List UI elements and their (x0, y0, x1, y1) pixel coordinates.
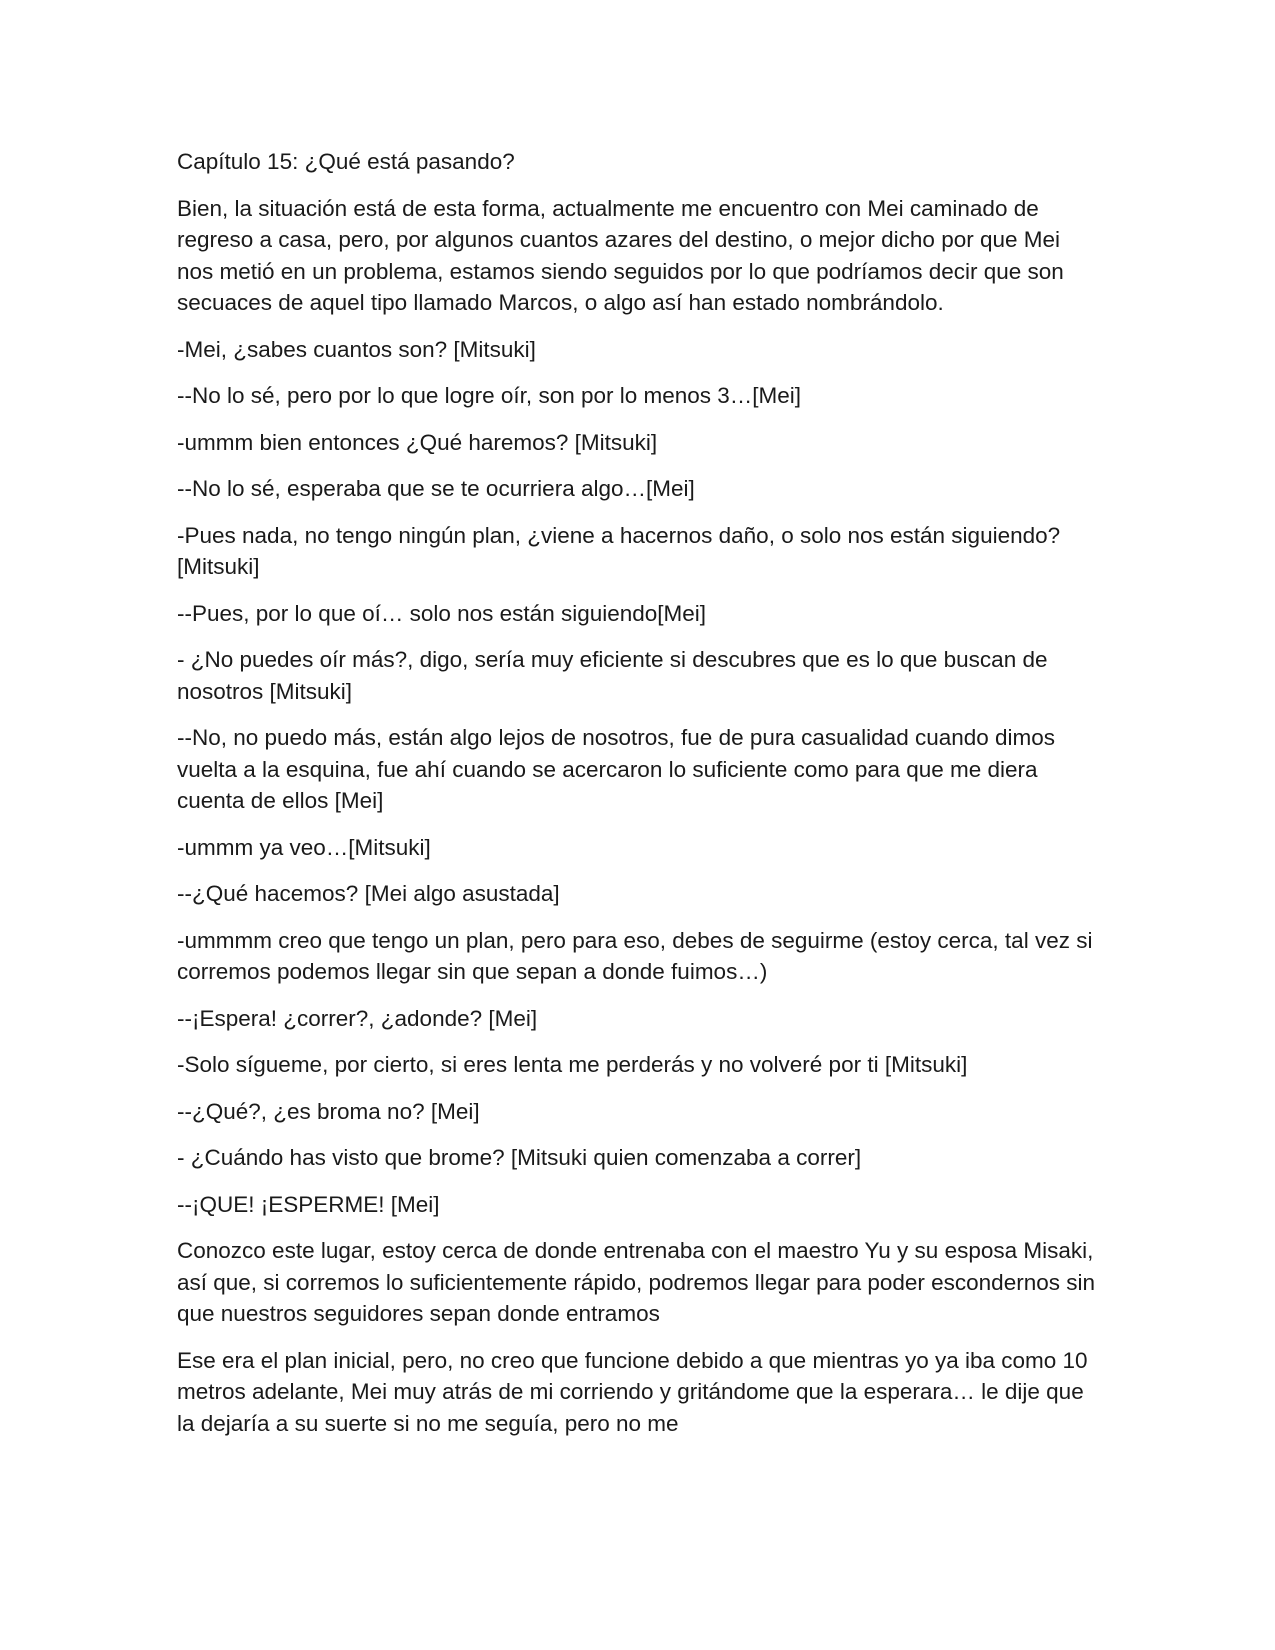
paragraph: Conozco este lugar, estoy cerca de donde entrenaba con el maestro Yu y su esposa Misaki, así que, si corremos lo suficientemente rápido, podremos llegar para poder escondernos sin que nuestros seguidores sepan donde entramos (177, 1238, 1095, 1326)
dialogue-line: --¿Qué hacemos? [Mei algo asustada] (177, 881, 560, 906)
dialogue-line: --¡Espera! ¿correr?, ¿adonde? [Mei] (177, 1005, 538, 1031)
dialogue-line: -Mei, ¿sabes cuantos son? [Mitsuki] (177, 336, 536, 362)
dialogue-line: -Solo sígueme, por cierto, si eres lenta me perderás y no volveré por ti [Mitsuki] (177, 1052, 968, 1077)
dialogue-line: -ummmm creo que tengo un plan, pero para eso, debes de seguirme (estoy cerca, tal vez si corremos podemos llegar sin que sepan a donde fuimos…) (177, 927, 1093, 984)
dialogue-line: -ummm ya veo…[Mitsuki] (177, 834, 431, 860)
chapter-title: Capítulo 15: ¿Qué está pasando? (177, 149, 515, 174)
document-body (177, 146, 1102, 1454)
dialogue-line: - ¿Cuándo has visto que brome? [Mitsuki quien comenzaba a correr] (177, 1145, 862, 1170)
paragraph: Ese era el plan inicial, pero, no creo que funcione debido a que mientras yo ya iba como 10 metros adelante, Mei muy atrás de mi corriendo y gritándome que la esperara… le dije que la dejaría a su suerte si no me seguía, pero no me (177, 1347, 1088, 1436)
dialogue-line: --No lo sé, esperaba que se te ocurriera algo…[Mei] (177, 476, 695, 501)
dialogue-line: --No lo sé, pero por lo que logre oír, son por lo menos 3…[Mei] (177, 383, 802, 408)
dialogue-line: -ummm bien entonces ¿Qué haremos? [Mitsuki] (177, 429, 658, 455)
dialogue-line: --¿Qué?, ¿es broma no? [Mei] (177, 1098, 480, 1124)
dialogue-line: --Pues, por lo que oí… solo nos están siguiendo[Mei] (177, 600, 707, 626)
dialogue-line: --No, no puedo más, están algo lejos de nosotros, fue de pura casualidad cuando dimos vuelta a la esquina, fue ahí cuando se acercaron lo suficiente como para que me diera cuenta de ellos [Mei] (177, 725, 1056, 813)
paragraph: Bien, la situación está de esta forma, actualmente me encuentro con Mei caminado de regreso a casa, pero, por algunos cuantos azares del destino, o mejor dicho por que Mei nos metió en un problema, estamos siendo seguidos por lo que podríamos decir que son secuaces de aquel tipo llamado Marcos, o algo así han estado nombrándolo. (177, 195, 1064, 315)
dialogue-line: -Pues nada, no tengo ningún plan, ¿viene a hacernos daño, o solo nos están siguiendo? [Mitsuki] (177, 522, 1061, 579)
dialogue-line: - ¿No puedes oír más?, digo, sería muy eficiente si descubres que es lo que buscan de nosotros [Mitsuki] (177, 647, 1048, 704)
dialogue-line: --¡QUE! ¡ESPERME! [Mei] (177, 1191, 440, 1217)
